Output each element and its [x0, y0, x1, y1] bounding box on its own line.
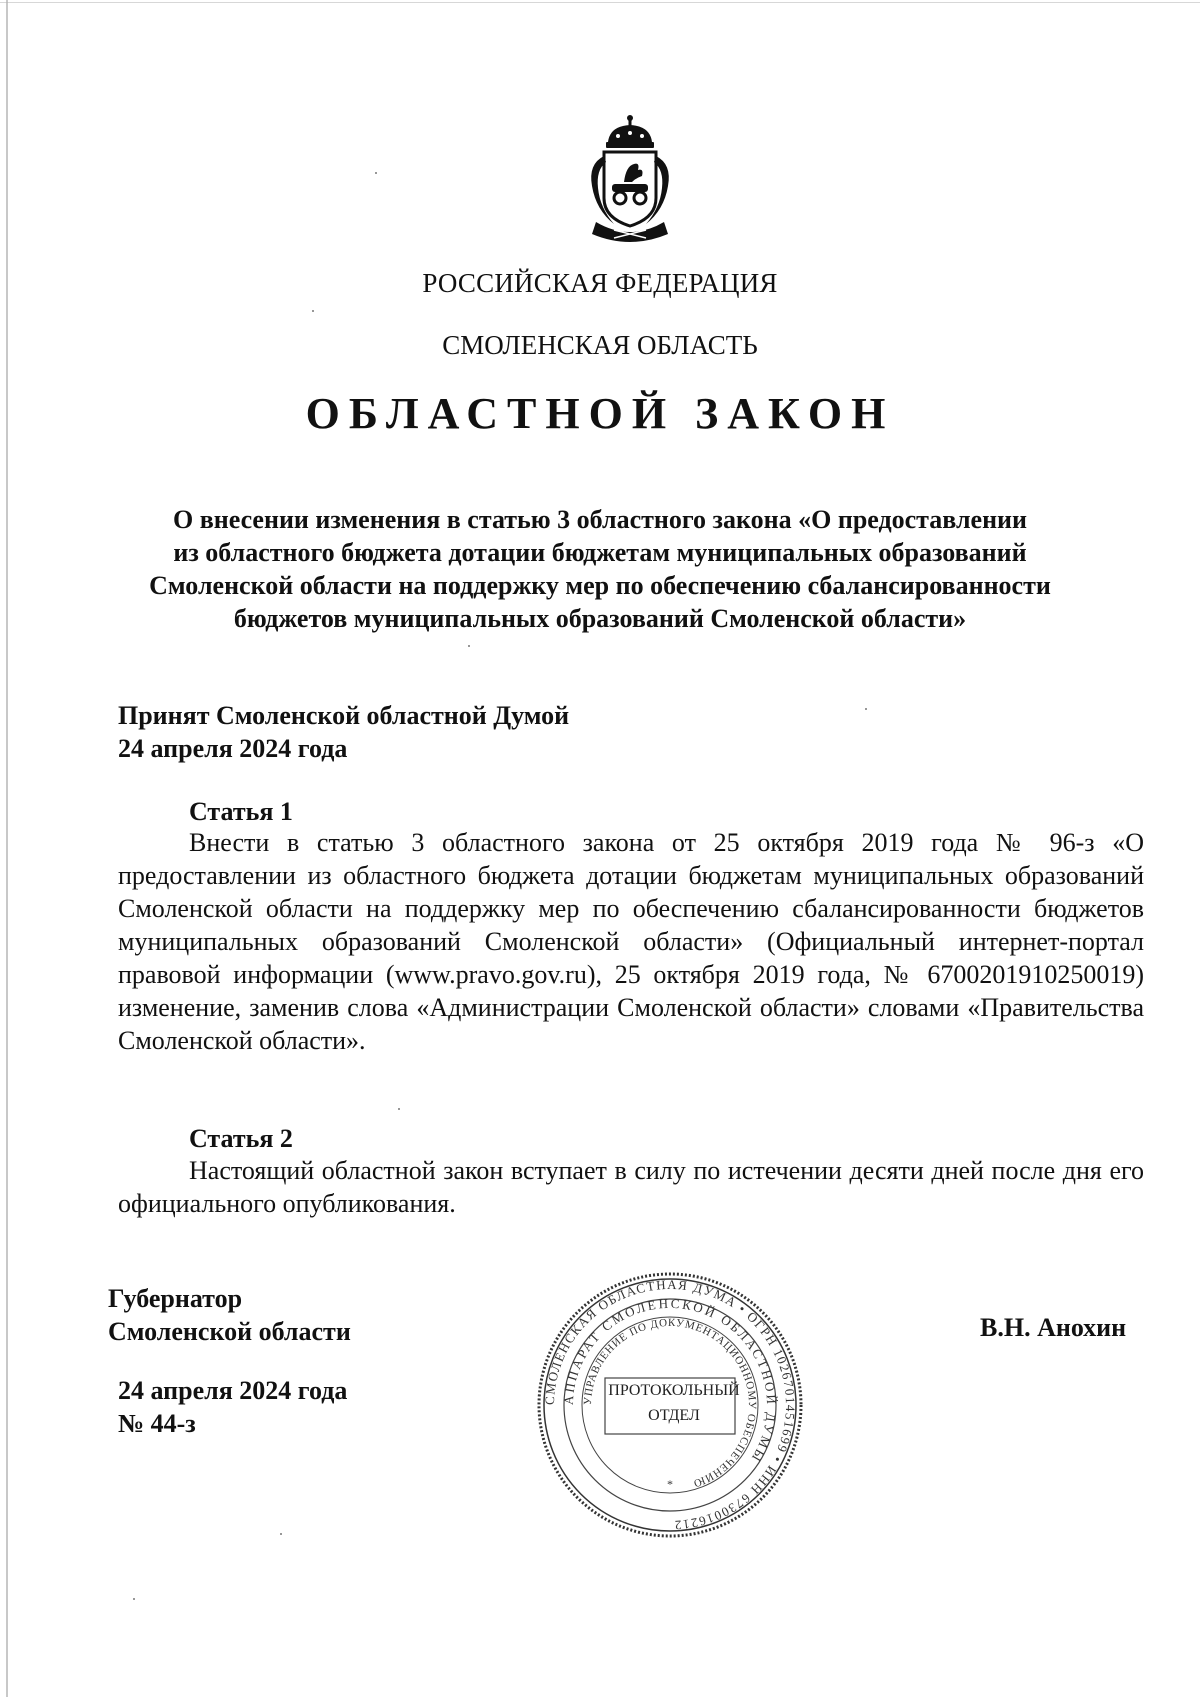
document-type-heading: ОБЛАСТНОЙ ЗАКОН	[305, 389, 895, 438]
law-title	[120, 503, 1080, 635]
stamp-inner-ring-text: УПРАВЛЕНИЕ ПО ДОКУМЕНТАЦИОННОМУ ОБЕСПЕЧЕНИЮ	[581, 1316, 759, 1490]
scan-speck	[280, 1533, 282, 1535]
scan-speck	[312, 310, 314, 312]
signatory-title	[108, 1282, 351, 1348]
article-2-text: Настоящий областной закон вступает в силу по истечении десяти дней после дня его официального опубликования.	[118, 1156, 1144, 1218]
law-number: № 44-з	[118, 1409, 196, 1438]
law-title-line: бюджетов муниципальных образований Смоленской области»	[233, 604, 967, 633]
signatory-title-line: Губернатор	[108, 1284, 243, 1313]
stamp-center-line: ПРОТОКОЛЬНЫЙ	[608, 1382, 740, 1399]
scan-speck	[375, 172, 377, 174]
scan-speck	[468, 645, 470, 647]
law-title-line: из областного бюджета дотации бюджетам муниципальных образований	[173, 538, 1027, 567]
signatory-name: В.Н. Анохин	[980, 1313, 1127, 1342]
article-1-text: Внести в статью 3 областного закона от 25 октября 2019 года № 96-з «О предоставлении из областного бюджета дотации бюджетам муниципальных образований Смоленской области на поддержку мер по обеспечению сбалансированности бюджетов муниципальных образований Смоленской области» (Официальный интернет-портал правовой информации (www.pravo.gov.ru), 25 октября 2019 года, № 6700201910250019) изменение, заменив слова «Администрации Смоленской области» словами «Правительства Смоленской области».	[118, 828, 1144, 1055]
scan-speck	[133, 1598, 135, 1600]
article-1-heading: Статья 1	[189, 797, 293, 826]
stamp-middle-ring-text: АППАРАТ СМОЛЕНСКОЙ ОБЛАСТНОЙ ДУМЫ	[560, 1295, 780, 1467]
scan-edge-top	[0, 2, 1200, 3]
adoption-date: 24 апреля 2024 года	[118, 734, 348, 763]
adoption-block	[118, 699, 569, 765]
stamp-center-line: ОТДЕЛ	[648, 1407, 700, 1424]
signing-details	[118, 1374, 347, 1440]
scan-speck	[865, 708, 867, 710]
law-title-line: О внесении изменения в статью 3 областного закона «О предоставлении	[172, 505, 1028, 534]
scan-speck	[398, 1108, 400, 1110]
signing-date: 24 апреля 2024 года	[118, 1376, 348, 1405]
scan-edge-left	[6, 0, 8, 1697]
svg-text:*: *	[667, 1477, 673, 1491]
adoption-body: Принят Смоленской областной Думой	[118, 701, 570, 730]
smolensk-coat-of-arms-icon	[574, 112, 686, 248]
law-title-line: Смоленской области на поддержку мер по обеспечению сбалансированности	[149, 571, 1051, 600]
stamp-outer-ring-text: СМОЛЕНСКАЯ ОБЛАСТНАЯ ДУМА • ОГРН 1026701451699 • ИНН 6730016212	[541, 1276, 799, 1534]
stamp-center-text	[604, 1378, 744, 1428]
signatory-title-line: Смоленской области	[108, 1317, 351, 1346]
article-2-heading: Статья 2	[189, 1124, 293, 1153]
country-heading: РОССИЙСКАЯ ФЕДЕРАЦИЯ	[422, 268, 778, 298]
region-heading: СМОЛЕНСКАЯ ОБЛАСТЬ	[442, 330, 758, 360]
